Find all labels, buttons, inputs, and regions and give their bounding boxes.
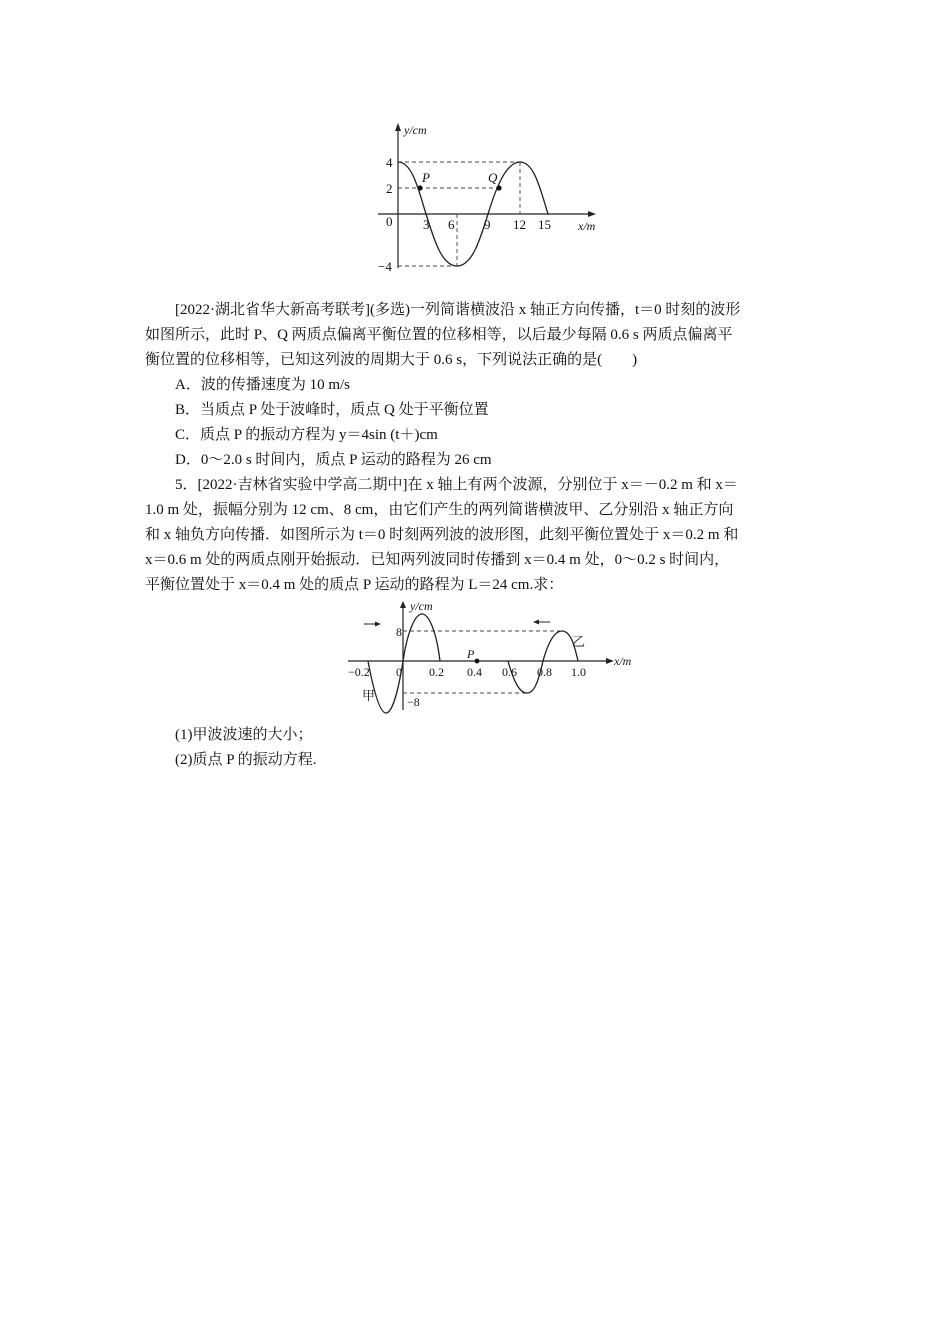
origin-label: 0 — [386, 214, 393, 229]
x-tick: 0.8 — [537, 665, 552, 679]
wave-curve-a — [368, 614, 440, 713]
x-tick: 6 — [448, 217, 455, 232]
option-b: B．当质点 P 处于波峰时，质点 Q 处于平衡位置 — [175, 402, 489, 418]
y-axis-arrow — [400, 601, 406, 608]
y-axis-label: y/cm — [404, 123, 427, 137]
problem-5-line: x＝0.6 m 处的两质点刚开始振动．已知两列波同时传播到 x＝0.4 m 处，0～0.2 s 时间内， — [145, 552, 730, 568]
x-tick: −0.2 — [348, 665, 370, 679]
x-tick: 12 — [513, 217, 526, 232]
x-tick: 15 — [538, 217, 551, 232]
problem-5-line: 平衡位置处于 x＝0.4 m 处的质点 P 运动的路程为 L＝24 cm.求： — [145, 577, 564, 593]
option-a: A．波的传播速度为 10 m/s — [175, 377, 351, 393]
x-tick: 0.6 — [502, 665, 517, 679]
x-axis-arrow — [588, 211, 596, 217]
y-tick: −4 — [378, 259, 392, 274]
problem-5 — [145, 473, 807, 598]
wave-a-label: 甲 — [362, 688, 376, 703]
x-axis-arrow — [606, 658, 614, 664]
problem-4-line: [2022·湖北省华大新高考联考](多选)一列简谐横波沿 x 轴正方向传播，t＝0 时刻的波形 — [175, 302, 741, 318]
y-tick: 8 — [396, 625, 402, 639]
origin-label: 0 — [396, 665, 402, 679]
y-axis-label: y/cm — [410, 599, 433, 613]
x-tick: 9 — [484, 217, 491, 232]
question-2: (2)质点 P 的振动方程. — [175, 752, 317, 768]
point-p-label: P — [422, 170, 430, 185]
x-tick: 0.4 — [467, 665, 482, 679]
y-axis-arrow — [395, 123, 401, 131]
y-tick: 4 — [386, 155, 393, 170]
arrow-right-head — [375, 622, 381, 627]
problem-5-line: 和 x 轴负方向传播．如图所示为 t＝0 时刻两列波的波形图，此刻平衡位置处于 x＝0.2 m 和 — [145, 527, 739, 543]
option-c: C．质点 P 的振动方程为 y＝4sin (t＋)cm — [175, 427, 438, 443]
arrow-left-head — [533, 620, 539, 625]
wave-curve-b — [508, 631, 578, 693]
problem-4 — [145, 298, 807, 473]
point-q-label: Q — [488, 170, 498, 185]
problem-5-questions — [145, 723, 807, 773]
problem-4-line: 如图所示，此时 P、Q 两质点偏离平衡位置的位移相等，以后最少每隔 0.6 s 两质点偏离平 — [145, 327, 733, 343]
point-p-dot — [417, 185, 422, 190]
x-tick: 0.2 — [429, 665, 444, 679]
x-tick: 3 — [423, 217, 430, 232]
x-tick: 1.0 — [571, 665, 586, 679]
wave-b-label: 乙 — [572, 634, 586, 649]
question-1: (1)甲波波速的大小； — [175, 727, 313, 743]
point-p-dot — [475, 659, 480, 664]
x-axis-label: x/m — [578, 219, 596, 233]
point-p-label: P — [467, 647, 475, 661]
x-axis-label: x/m — [614, 654, 632, 668]
figure-wave-graph-2 — [340, 598, 640, 716]
problem-5-line: 1.0 m 处，振幅分别为 12 cm、8 cm，由它们产生的两列简谐横波甲、乙分别沿 x 轴正方向 — [145, 502, 734, 518]
wave-graph-2-svg — [340, 598, 640, 716]
y-tick: −8 — [407, 695, 420, 709]
problem-4-line: 衡位置的位移相等，已知这列波的周期大于 0.6 s，下列说法正确的是( ) — [145, 352, 638, 368]
figure-wave-graph-1 — [360, 118, 610, 278]
problem-5-line: 5．[2022·吉林省实验中学高二期中]在 x 轴上有两个波源，分别位于 x＝－0.2 m 和 x＝ — [175, 477, 738, 493]
point-q-dot — [496, 185, 501, 190]
option-d: D．0～2.0 s 时间内，质点 P 运动的路程为 26 cm — [175, 452, 492, 468]
wave-graph-1-svg — [360, 118, 610, 278]
y-tick: 2 — [386, 181, 393, 196]
